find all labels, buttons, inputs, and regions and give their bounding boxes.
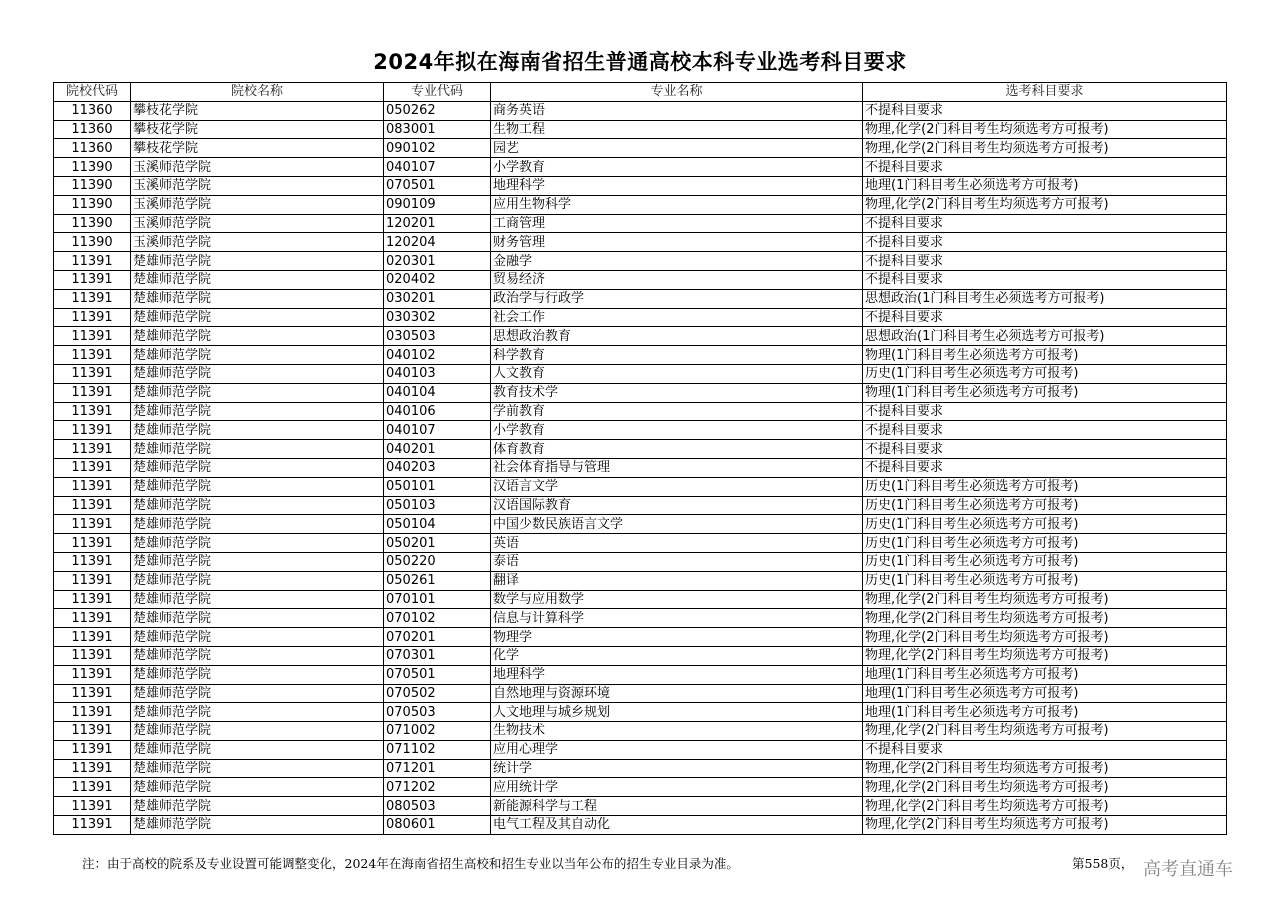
major-code-cell: 070501 xyxy=(384,665,491,684)
table-row xyxy=(54,684,1227,703)
table-row xyxy=(54,477,1227,496)
major-name-cell: 人文教育 xyxy=(491,364,863,383)
school-name-cell: 楚雄师范学院 xyxy=(131,816,384,835)
school-name-cell: 楚雄师范学院 xyxy=(131,703,384,722)
subject-requirement-cell: 物理,化学(2门科目考生均须选考方可报考) xyxy=(863,816,1227,835)
table-row xyxy=(54,722,1227,741)
school-name-cell: 楚雄师范学院 xyxy=(131,590,384,609)
school-code-cell: 11360 xyxy=(54,139,131,158)
major-name-cell: 地理科学 xyxy=(491,665,863,684)
major-name-cell: 汉语言文学 xyxy=(491,477,863,496)
subject-requirement-cell: 地理(1门科目考生必须选考方可报考) xyxy=(863,665,1227,684)
table-row xyxy=(54,327,1227,346)
table-row xyxy=(54,665,1227,684)
major-code-cell: 070503 xyxy=(384,703,491,722)
school-name-cell: 楚雄师范学院 xyxy=(131,778,384,797)
table-row xyxy=(54,346,1227,365)
major-name-cell: 翻译 xyxy=(491,571,863,590)
major-code-cell: 070201 xyxy=(384,628,491,647)
school-name-cell: 楚雄师范学院 xyxy=(131,458,384,477)
page-number: 第558页， xyxy=(1072,856,1134,871)
school-code-cell: 11391 xyxy=(54,816,131,835)
school-code-cell: 11391 xyxy=(54,684,131,703)
major-code-cell: 090109 xyxy=(384,195,491,214)
table-row xyxy=(54,158,1227,177)
major-name-cell: 社会体育指导与管理 xyxy=(491,458,863,477)
subject-requirement-cell: 不提科目要求 xyxy=(863,402,1227,421)
major-name-cell: 泰语 xyxy=(491,552,863,571)
subject-requirement-cell: 物理,化学(2门科目考生均须选考方可报考) xyxy=(863,609,1227,628)
table-row xyxy=(54,101,1227,120)
school-code-cell: 11391 xyxy=(54,722,131,741)
school-code-cell: 11390 xyxy=(54,195,131,214)
school-code-cell: 11391 xyxy=(54,797,131,816)
table-row xyxy=(54,534,1227,553)
major-name-cell: 汉语国际教育 xyxy=(491,496,863,515)
table-row xyxy=(54,609,1227,628)
table-row xyxy=(54,552,1227,571)
table-row xyxy=(54,233,1227,252)
school-name-cell: 楚雄师范学院 xyxy=(131,740,384,759)
subject-requirement-cell: 历史(1门科目考生必须选考方可报考) xyxy=(863,515,1227,534)
major-code-cell: 040102 xyxy=(384,346,491,365)
major-code-cell: 080601 xyxy=(384,816,491,835)
header-major-code: 专业代码 xyxy=(384,83,491,102)
table-row xyxy=(54,590,1227,609)
school-name-cell: 攀枝花学院 xyxy=(131,120,384,139)
subject-requirement-cell: 不提科目要求 xyxy=(863,440,1227,459)
table-row xyxy=(54,440,1227,459)
school-code-cell: 11391 xyxy=(54,289,131,308)
major-name-cell: 小学教育 xyxy=(491,421,863,440)
school-code-cell: 11390 xyxy=(54,158,131,177)
school-code-cell: 11391 xyxy=(54,440,131,459)
major-code-cell: 083001 xyxy=(384,120,491,139)
school-name-cell: 攀枝花学院 xyxy=(131,101,384,120)
table-row xyxy=(54,214,1227,233)
school-code-cell: 11391 xyxy=(54,552,131,571)
school-name-cell: 楚雄师范学院 xyxy=(131,722,384,741)
subject-requirement-cell: 物理,化学(2门科目考生均须选考方可报考) xyxy=(863,759,1227,778)
subject-requirement-cell: 历史(1门科目考生必须选考方可报考) xyxy=(863,496,1227,515)
school-name-cell: 楚雄师范学院 xyxy=(131,534,384,553)
school-name-cell: 楚雄师范学院 xyxy=(131,289,384,308)
major-code-cell: 040106 xyxy=(384,402,491,421)
school-code-cell: 11391 xyxy=(54,759,131,778)
major-name-cell: 科学教育 xyxy=(491,346,863,365)
major-code-cell: 050101 xyxy=(384,477,491,496)
table-row xyxy=(54,646,1227,665)
table-row xyxy=(54,139,1227,158)
subject-requirement-cell: 历史(1门科目考生必须选考方可报考) xyxy=(863,552,1227,571)
major-name-cell: 教育技术学 xyxy=(491,383,863,402)
major-name-cell: 政治学与行政学 xyxy=(491,289,863,308)
school-name-cell: 楚雄师范学院 xyxy=(131,440,384,459)
school-name-cell: 楚雄师范学院 xyxy=(131,308,384,327)
school-code-cell: 11391 xyxy=(54,609,131,628)
major-code-cell: 071102 xyxy=(384,740,491,759)
school-code-cell: 11390 xyxy=(54,233,131,252)
footnote: 注：由于高校的院系及专业设置可能调整变化，2024年在海南省招生高校和招生专业以当年公布的招生专业目录为准。 xyxy=(82,856,739,871)
school-name-cell: 楚雄师范学院 xyxy=(131,797,384,816)
major-name-cell: 金融学 xyxy=(491,252,863,271)
major-name-cell: 贸易经济 xyxy=(491,270,863,289)
major-name-cell: 中国少数民族语言文学 xyxy=(491,515,863,534)
subject-requirement-cell: 思想政治(1门科目考生必须选考方可报考) xyxy=(863,327,1227,346)
school-name-cell: 楚雄师范学院 xyxy=(131,270,384,289)
major-name-cell: 电气工程及其自动化 xyxy=(491,816,863,835)
subject-requirement-cell: 物理,化学(2门科目考生均须选考方可报考) xyxy=(863,590,1227,609)
subject-requirement-cell: 不提科目要求 xyxy=(863,740,1227,759)
table-row xyxy=(54,515,1227,534)
school-code-cell: 11391 xyxy=(54,421,131,440)
major-code-cell: 030503 xyxy=(384,327,491,346)
school-code-cell: 11391 xyxy=(54,778,131,797)
major-name-cell: 人文地理与城乡规划 xyxy=(491,703,863,722)
table-row xyxy=(54,816,1227,835)
table-row xyxy=(54,571,1227,590)
major-name-cell: 园艺 xyxy=(491,139,863,158)
major-name-cell: 自然地理与资源环境 xyxy=(491,684,863,703)
school-code-cell: 11391 xyxy=(54,383,131,402)
major-code-cell: 120201 xyxy=(384,214,491,233)
school-name-cell: 楚雄师范学院 xyxy=(131,571,384,590)
school-code-cell: 11391 xyxy=(54,477,131,496)
school-name-cell: 玉溪师范学院 xyxy=(131,158,384,177)
subject-requirement-cell: 不提科目要求 xyxy=(863,214,1227,233)
major-code-cell: 040201 xyxy=(384,440,491,459)
major-name-cell: 学前教育 xyxy=(491,402,863,421)
major-code-cell: 040107 xyxy=(384,421,491,440)
major-name-cell: 生物工程 xyxy=(491,120,863,139)
major-code-cell: 040103 xyxy=(384,364,491,383)
subject-requirement-cell: 不提科目要求 xyxy=(863,458,1227,477)
major-code-cell: 070301 xyxy=(384,646,491,665)
table-row xyxy=(54,703,1227,722)
school-code-cell: 11391 xyxy=(54,252,131,271)
school-name-cell: 攀枝花学院 xyxy=(131,139,384,158)
major-code-cell: 050262 xyxy=(384,101,491,120)
major-code-cell: 071202 xyxy=(384,778,491,797)
major-code-cell: 080503 xyxy=(384,797,491,816)
major-code-cell: 120204 xyxy=(384,233,491,252)
major-name-cell: 体育教育 xyxy=(491,440,863,459)
major-name-cell: 生物技术 xyxy=(491,722,863,741)
subject-requirement-cell: 不提科目要求 xyxy=(863,101,1227,120)
school-name-cell: 楚雄师范学院 xyxy=(131,402,384,421)
major-code-cell: 030302 xyxy=(384,308,491,327)
major-name-cell: 思想政治教育 xyxy=(491,327,863,346)
school-code-cell: 11391 xyxy=(54,458,131,477)
school-name-cell: 玉溪师范学院 xyxy=(131,233,384,252)
school-code-cell: 11391 xyxy=(54,402,131,421)
table-body xyxy=(54,101,1227,834)
major-name-cell: 物理学 xyxy=(491,628,863,647)
subject-requirement-cell: 不提科目要求 xyxy=(863,252,1227,271)
school-code-cell: 11391 xyxy=(54,270,131,289)
school-name-cell: 玉溪师范学院 xyxy=(131,176,384,195)
table-row xyxy=(54,759,1227,778)
major-name-cell: 社会工作 xyxy=(491,308,863,327)
major-code-cell: 070101 xyxy=(384,590,491,609)
school-code-cell: 11391 xyxy=(54,364,131,383)
table-row xyxy=(54,383,1227,402)
major-code-cell: 050104 xyxy=(384,515,491,534)
major-code-cell: 070501 xyxy=(384,176,491,195)
major-code-cell: 070102 xyxy=(384,609,491,628)
table-row xyxy=(54,421,1227,440)
school-code-cell: 11391 xyxy=(54,308,131,327)
major-name-cell: 英语 xyxy=(491,534,863,553)
school-name-cell: 楚雄师范学院 xyxy=(131,515,384,534)
school-code-cell: 11391 xyxy=(54,534,131,553)
school-code-cell: 11391 xyxy=(54,327,131,346)
header-school-name: 院校名称 xyxy=(131,83,384,102)
subject-requirement-cell: 物理(1门科目考生必须选考方可报考) xyxy=(863,383,1227,402)
table-row xyxy=(54,740,1227,759)
header-subject-requirement: 选考科目要求 xyxy=(863,83,1227,102)
subject-requirement-cell: 物理,化学(2门科目考生均须选考方可报考) xyxy=(863,722,1227,741)
table-row xyxy=(54,628,1227,647)
table-row xyxy=(54,270,1227,289)
school-code-cell: 11391 xyxy=(54,740,131,759)
major-name-cell: 化学 xyxy=(491,646,863,665)
school-code-cell: 11391 xyxy=(54,590,131,609)
subject-requirement-cell: 不提科目要求 xyxy=(863,308,1227,327)
school-code-cell: 11360 xyxy=(54,101,131,120)
major-code-cell: 050220 xyxy=(384,552,491,571)
school-name-cell: 楚雄师范学院 xyxy=(131,496,384,515)
subject-requirement-cell: 不提科目要求 xyxy=(863,421,1227,440)
school-name-cell: 楚雄师范学院 xyxy=(131,646,384,665)
school-name-cell: 楚雄师范学院 xyxy=(131,665,384,684)
major-name-cell: 地理科学 xyxy=(491,176,863,195)
table-row xyxy=(54,176,1227,195)
table-row xyxy=(54,308,1227,327)
subject-requirement-cell: 地理(1门科目考生必须选考方可报考) xyxy=(863,703,1227,722)
school-name-cell: 楚雄师范学院 xyxy=(131,252,384,271)
school-name-cell: 楚雄师范学院 xyxy=(131,759,384,778)
major-name-cell: 财务管理 xyxy=(491,233,863,252)
major-code-cell: 071201 xyxy=(384,759,491,778)
school-code-cell: 11391 xyxy=(54,346,131,365)
school-code-cell: 11391 xyxy=(54,646,131,665)
major-name-cell: 应用生物科学 xyxy=(491,195,863,214)
subject-requirement-cell: 物理,化学(2门科目考生均须选考方可报考) xyxy=(863,628,1227,647)
major-code-cell: 050103 xyxy=(384,496,491,515)
major-code-cell: 090102 xyxy=(384,139,491,158)
school-name-cell: 楚雄师范学院 xyxy=(131,346,384,365)
subject-requirement-cell: 地理(1门科目考生必须选考方可报考) xyxy=(863,176,1227,195)
major-name-cell: 应用心理学 xyxy=(491,740,863,759)
school-code-cell: 11391 xyxy=(54,665,131,684)
major-name-cell: 商务英语 xyxy=(491,101,863,120)
subject-requirement-cell: 物理(1门科目考生必须选考方可报考) xyxy=(863,346,1227,365)
school-code-cell: 11360 xyxy=(54,120,131,139)
school-name-cell: 楚雄师范学院 xyxy=(131,327,384,346)
major-name-cell: 统计学 xyxy=(491,759,863,778)
major-name-cell: 应用统计学 xyxy=(491,778,863,797)
page-title: 2024年拟在海南省招生普通高校本科专业选考科目要求 xyxy=(373,50,907,74)
major-name-cell: 工商管理 xyxy=(491,214,863,233)
header-school-code: 院校代码 xyxy=(54,83,131,102)
school-code-cell: 11391 xyxy=(54,496,131,515)
major-code-cell: 030201 xyxy=(384,289,491,308)
major-code-cell: 050261 xyxy=(384,571,491,590)
table-row xyxy=(54,289,1227,308)
major-name-cell: 小学教育 xyxy=(491,158,863,177)
subject-requirement-cell: 不提科目要求 xyxy=(863,158,1227,177)
school-name-cell: 楚雄师范学院 xyxy=(131,364,384,383)
subject-requirement-cell: 不提科目要求 xyxy=(863,233,1227,252)
school-name-cell: 楚雄师范学院 xyxy=(131,609,384,628)
school-name-cell: 楚雄师范学院 xyxy=(131,628,384,647)
subject-requirement-cell: 历史(1门科目考生必须选考方可报考) xyxy=(863,571,1227,590)
major-name-cell: 信息与计算科学 xyxy=(491,609,863,628)
major-code-cell: 040107 xyxy=(384,158,491,177)
subject-requirement-cell: 物理,化学(2门科目考生均须选考方可报考) xyxy=(863,120,1227,139)
subject-requirement-cell: 历史(1门科目考生必须选考方可报考) xyxy=(863,534,1227,553)
school-name-cell: 玉溪师范学院 xyxy=(131,214,384,233)
major-code-cell: 071002 xyxy=(384,722,491,741)
major-code-cell: 040104 xyxy=(384,383,491,402)
major-code-cell: 040203 xyxy=(384,458,491,477)
subject-requirement-cell: 物理,化学(2门科目考生均须选考方可报考) xyxy=(863,778,1227,797)
subject-requirement-cell: 地理(1门科目考生必须选考方可报考) xyxy=(863,684,1227,703)
major-name-cell: 新能源科学与工程 xyxy=(491,797,863,816)
school-name-cell: 玉溪师范学院 xyxy=(131,195,384,214)
school-code-cell: 11391 xyxy=(54,628,131,647)
watermark-text: 高考直通车 xyxy=(1143,859,1233,880)
subject-requirement-cell: 物理,化学(2门科目考生均须选考方可报考) xyxy=(863,195,1227,214)
subject-requirement-cell: 不提科目要求 xyxy=(863,270,1227,289)
major-code-cell: 020402 xyxy=(384,270,491,289)
subject-requirement-cell: 物理,化学(2门科目考生均须选考方可报考) xyxy=(863,646,1227,665)
school-name-cell: 楚雄师范学院 xyxy=(131,383,384,402)
subject-requirement-cell: 思想政治(1门科目考生必须选考方可报考) xyxy=(863,289,1227,308)
table-row xyxy=(54,252,1227,271)
table-header-row xyxy=(54,83,1227,102)
admissions-table xyxy=(53,82,1227,835)
subject-requirement-cell: 物理,化学(2门科目考生均须选考方可报考) xyxy=(863,797,1227,816)
school-code-cell: 11390 xyxy=(54,214,131,233)
school-code-cell: 11391 xyxy=(54,703,131,722)
table-row xyxy=(54,120,1227,139)
table-row xyxy=(54,797,1227,816)
table-row xyxy=(54,195,1227,214)
header-major-name: 专业名称 xyxy=(491,83,863,102)
major-code-cell: 020301 xyxy=(384,252,491,271)
major-name-cell: 数学与应用数学 xyxy=(491,590,863,609)
table-row xyxy=(54,402,1227,421)
table-row xyxy=(54,364,1227,383)
school-code-cell: 11391 xyxy=(54,571,131,590)
major-code-cell: 070502 xyxy=(384,684,491,703)
school-name-cell: 楚雄师范学院 xyxy=(131,421,384,440)
subject-requirement-cell: 历史(1门科目考生必须选考方可报考) xyxy=(863,364,1227,383)
table-row xyxy=(54,496,1227,515)
subject-requirement-cell: 物理,化学(2门科目考生均须选考方可报考) xyxy=(863,139,1227,158)
table-row xyxy=(54,458,1227,477)
school-name-cell: 楚雄师范学院 xyxy=(131,552,384,571)
major-code-cell: 050201 xyxy=(384,534,491,553)
subject-requirement-cell: 历史(1门科目考生必须选考方可报考) xyxy=(863,477,1227,496)
school-code-cell: 11391 xyxy=(54,515,131,534)
table-row xyxy=(54,778,1227,797)
school-code-cell: 11390 xyxy=(54,176,131,195)
school-name-cell: 楚雄师范学院 xyxy=(131,477,384,496)
school-name-cell: 楚雄师范学院 xyxy=(131,684,384,703)
